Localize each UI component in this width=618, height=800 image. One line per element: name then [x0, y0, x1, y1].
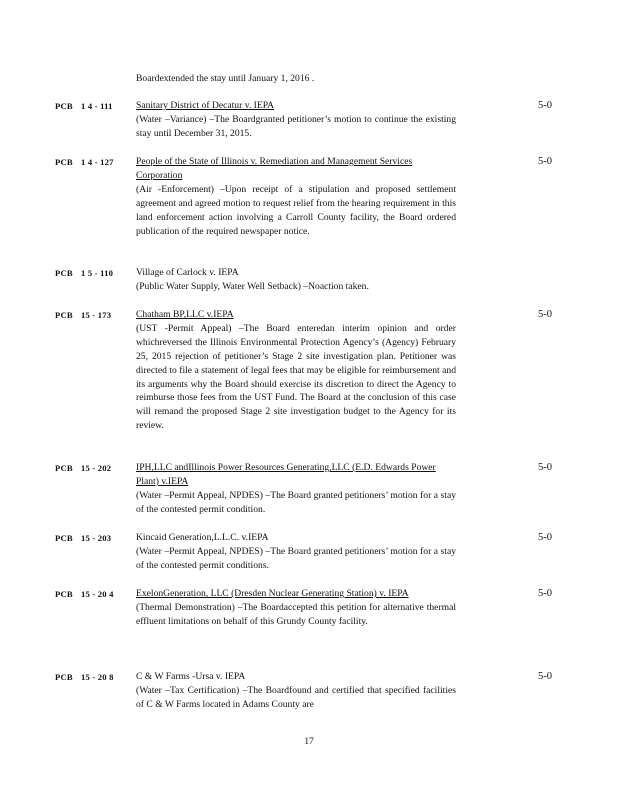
case-number: PCB 15 - 202 [55, 463, 112, 473]
case-number: PCB 15 - 173 [55, 310, 112, 320]
case-description: (Water –Variance) –The Boardgranted petitioner’s motion to continue the existing stay until December 31, 2015. [136, 113, 456, 139]
case-description: (UST -Permit Appeal) –The Board enteredan interim opinion and order whichreversed the Illinois Environmental Protection Agency’s (Agency) February 25, 2015 rejection of petitioner’s Stage 2 site investigation plan. Petitioner was directed to file a statement of legal fees that may be eligible for reimbursement and its arguments why the Board should exercise its discretion to direct the Agency to reimburse those fees from the UST Fund. The Board at the conclusion of this case will remand the proposed Stage 2 site investigation budget to the Agency for its review. [136, 322, 456, 432]
vote-tally: 5-0 [538, 156, 552, 167]
case-number: PCB 15 - 20 4 [55, 589, 114, 599]
vote-tally: 5-0 [538, 532, 552, 543]
case-body [136, 461, 456, 517]
case-number: PCB 1 4 - 111 [55, 101, 113, 111]
case-body [136, 670, 456, 712]
case-description: (Water –Tax Certification) –The Boardfound and certified that specified facilities of C & W Farms located in Adams County are [136, 684, 456, 710]
case-body [136, 155, 456, 238]
case-number: PCB 15 - 20 8 [55, 672, 114, 682]
case-title: Sanitary District of Decatur v. IEPA [136, 100, 275, 111]
case-title: ExelonGeneration, LLC (Dresden Nuclear Generating Station) v. IEPA [136, 588, 409, 599]
case-title: C & W Farms -Ursa v. IEPA [136, 671, 246, 682]
case-title: Chatham BP,LLC v.IEPA [136, 309, 234, 320]
page-number: 17 [304, 736, 314, 747]
case-title: Kincaid Generation,L.L.C. v.IEPA [136, 532, 269, 543]
case-number: PCB 15 - 203 [55, 533, 112, 543]
vote-tally: 5-0 [538, 309, 552, 320]
case-description: (Water –Permit Appeal, NPDES) –The Board granted petitioners’ motion for a stay of the contested permit conditions. [136, 545, 456, 571]
case-description: (Water –Permit Appeal, NPDES) –The Board granted petitioners’ motion for a stay of the contested permit condition. [136, 489, 456, 515]
case-body [136, 308, 456, 433]
vote-tally: 5-0 [538, 588, 552, 599]
case-body [136, 587, 456, 629]
case-title: Village of Carlock v. IEPA [136, 267, 239, 278]
vote-tally: 5-0 [538, 462, 552, 473]
vote-tally: 5-0 [538, 671, 552, 682]
vote-tally: 5-0 [538, 100, 552, 111]
case-description: (Thermal Demonstration) –The Boardaccepted this petition for alternative thermal effluent limitations on behalf of this Grundy County facility. [136, 601, 456, 627]
continued-text: Boardextended the stay until January 1, 2016 . [136, 73, 315, 84]
case-body [136, 99, 456, 141]
case-number: PCB 1 5 - 110 [55, 268, 114, 278]
case-title: People of the State of Illinois v. Remediation and Management Services Corporation [136, 156, 413, 181]
case-number: PCB 1 4 - 127 [55, 157, 114, 167]
case-title: IPH,LLC andIllinois Power Resources Generating,LLC (E.D. Edwards Power Plant) v.IEPA [136, 462, 436, 487]
case-description: (Air -Enforcement) –Upon receipt of a stipulation and proposed settlement agreement and agreed motion to request relief from the hearing requirement in this land enforcement action involving a Carroll County facility, the Board ordered publication of the required newspaper notice. [136, 183, 456, 237]
case-description: (Public Water Supply, Water Well Setback) –Noaction taken. [136, 280, 369, 292]
case-body [136, 531, 456, 573]
case-body [136, 266, 456, 294]
